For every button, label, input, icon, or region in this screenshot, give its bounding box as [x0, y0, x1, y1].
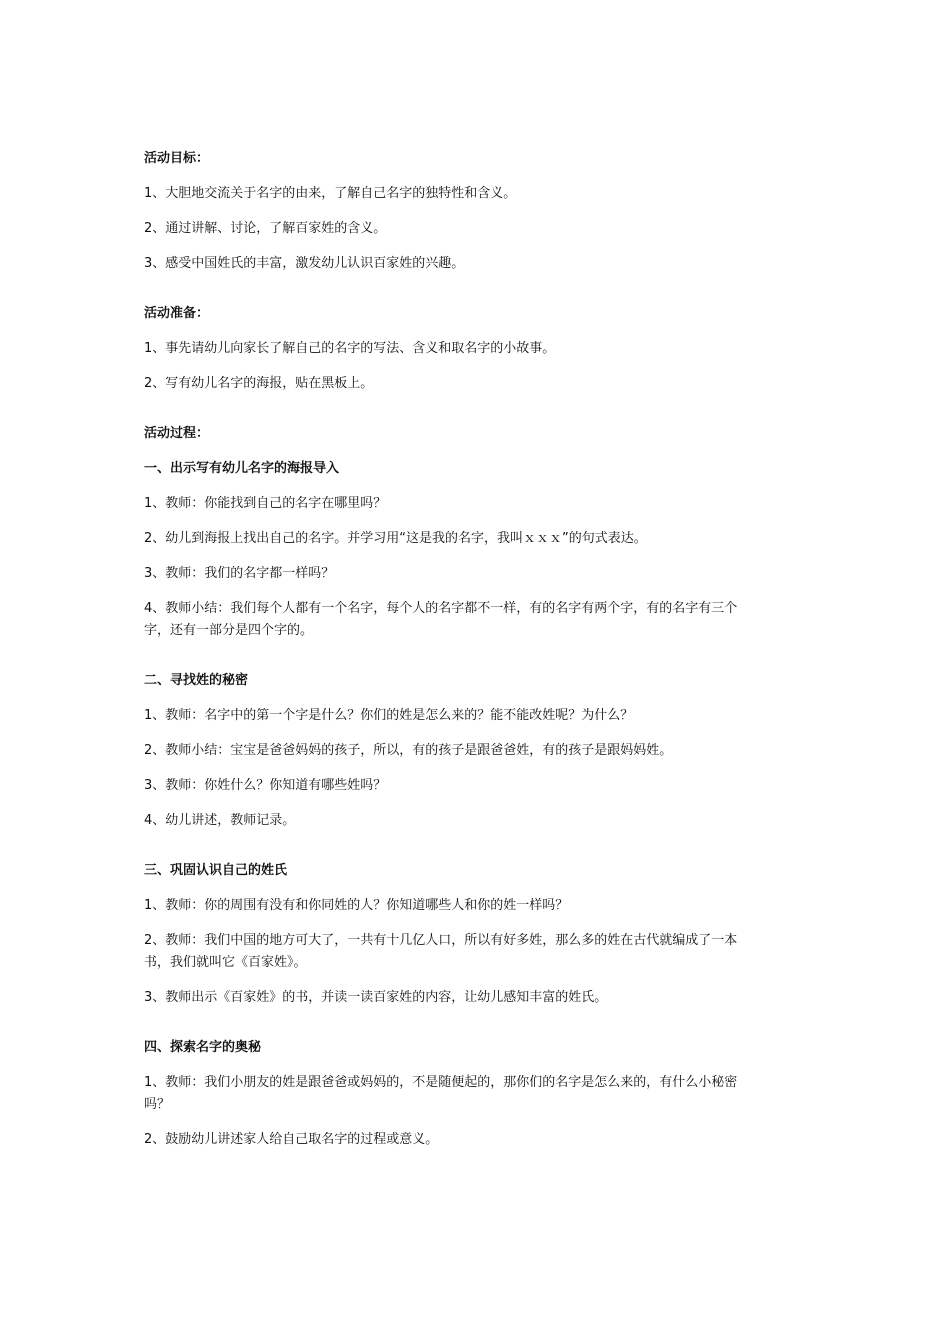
section1-item: 1、教师：你能找到自己的名字在哪里吗？: [144, 496, 387, 511]
section3-item-3: 3、教师出示《百家姓》的书，并读一读百家姓的内容，让幼儿感知丰富的姓氏。: [144, 990, 608, 1005]
section2-item: 1、教师：名字中的第一个字是什么？你们的姓是怎么来的？能不能改姓呢？为什么？: [144, 708, 634, 723]
preparation-item: 2、写有幼儿名字的海报，贴在黑板上。: [144, 376, 374, 391]
document-body: [144, 148, 809, 1164]
section3-item-1: 1、教师：你的周围有没有和你同姓的人？你知道哪些人和你的姓一样吗？: [144, 898, 569, 913]
section1-item: 2、幼儿到海报上找出自己的名字。并学习用“这是我的名字，我叫ｘｘｘ”的句式表达。: [144, 531, 647, 546]
section2-item: 3、教师：你姓什么？你知道有哪些姓吗？: [144, 778, 387, 793]
section1-item-4-line2: 字，还有一部分是四个字的。: [144, 623, 314, 638]
section-gap: [144, 288, 809, 303]
section2-title: 二、寻找姓的秘密: [144, 673, 249, 688]
section1-title: 一、出示写有幼儿名字的海报导入: [144, 461, 340, 476]
section-gap: [144, 655, 809, 670]
section2-item: 2、教师小结：宝宝是爸爸妈妈的孩子，所以，有的孩子是跟爸爸姓，有的孩子是跟妈妈姓。: [144, 743, 673, 758]
preparation-item: 1、事先请幼儿向家长了解自己的名字的写法、含义和取名字的小故事。: [144, 341, 556, 356]
process-heading: 活动过程：: [144, 426, 210, 441]
section-gap: [144, 845, 809, 860]
section1-item-4-line1: 4、教师小结：我们每个人都有一个名字，每个人的名字都不一样，有的名字有两个字，有的名字有三个: [144, 601, 738, 616]
section-gap: [144, 408, 809, 423]
goal-item: 1、大胆地交流关于名字的由来，了解自己名字的独特性和含义。: [144, 186, 517, 201]
section4-item-2: 2、鼓励幼儿讲述家人给自己取名字的过程或意义。: [144, 1132, 439, 1147]
goal-item: 3、感受中国姓氏的丰富，激发幼儿认识百家姓的兴趣。: [144, 256, 465, 271]
section-gap: [144, 1022, 809, 1037]
section4-item-1-line1: 1、教师：我们小朋友的姓是跟爸爸或妈妈的，不是随便起的，那你们的名字是怎么来的，有什么小秘密: [144, 1075, 738, 1090]
goal-item: 2、通过讲解、讨论，了解百家姓的含义。: [144, 221, 387, 236]
goals-heading: 活动目标：: [144, 151, 210, 166]
section1-item: 3、教师：我们的名字都一样吗？: [144, 566, 335, 581]
section3-item-2-line1: 2、教师：我们中国的地方可大了，一共有十几亿人口，所以有好多姓，那么多的姓在古代就编成了一本: [144, 933, 738, 948]
section2-item: 4、幼儿讲述，教师记录。: [144, 813, 296, 828]
section3-item-2-line2: 书，我们就叫它《百家姓》。: [144, 955, 307, 970]
section3-title: 三、巩固认识自己的姓氏: [144, 863, 288, 878]
section4-item-1-line2: 吗？: [144, 1097, 171, 1112]
preparation-heading: 活动准备：: [144, 306, 210, 321]
section4-title: 四、探索名字的奥秘: [144, 1040, 262, 1055]
